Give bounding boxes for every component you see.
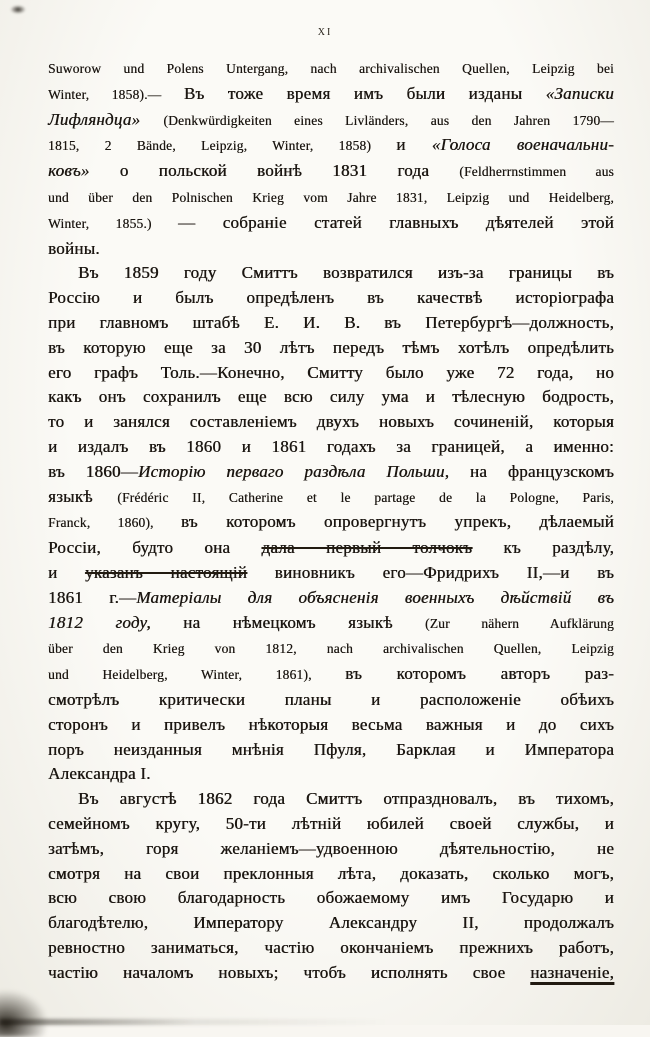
text-segment-normal: смотрѣлъ критически планы и расположеніе обѣихъ: [48, 689, 614, 709]
text-segment-latin: über den Krieg von 1812, nach archivalischen Quellen, Leipzig: [48, 641, 614, 657]
text-segment-strike: дала первый толчокъ: [261, 538, 473, 558]
text-segment-latin: Franck, 1860),: [48, 515, 181, 531]
text-line: [48, 536, 614, 561]
text-line: [48, 510, 614, 536]
text-segment-latin: Winter, 1855.): [48, 215, 179, 231]
text-segment-latin: Winter, 1858).—: [48, 86, 184, 102]
text-segment-italic: Исторію перваго раздѣла Польши,: [137, 461, 470, 481]
text-segment-normal: затѣмъ, горя желаніемъ—удвоенною дѣятельностію, не: [48, 838, 614, 858]
text-line: [48, 862, 614, 887]
text-line: [48, 688, 614, 713]
text-line: [48, 159, 614, 185]
text-segment-normal: при главномъ штабѣ Е. И. В. въ Петербургѣ—должность,: [48, 312, 614, 332]
text-line: [48, 56, 614, 82]
text-line: [48, 460, 614, 485]
text-segment-normal: въ которомъ авторъ раз-: [345, 664, 614, 684]
text-segment-normal: и: [396, 135, 432, 155]
text-segment-normal: въ которомъ опровергнутъ упрекъ, дѣлаемый: [180, 512, 615, 532]
text-line: [48, 911, 614, 936]
text-segment-latin: (Denkwürdigkeiten eines Livländers, aus den Jahren 1790—: [163, 112, 615, 128]
text-segment-latin: und Heidelberg, Winter, 1861),: [48, 667, 346, 683]
text-segment-italic: Лифляндца»: [48, 109, 164, 129]
text-segment-normal: въ которую еще за 30 лѣтъ передъ тѣмъ хотѣлъ опредѣлить: [48, 337, 614, 357]
text-line: [48, 787, 614, 812]
text-line: [48, 561, 614, 586]
text-line: [48, 611, 614, 637]
text-segment-latin: (Feldherrnstimmen aus: [459, 164, 614, 180]
text-line: [48, 662, 614, 688]
text-segment-latin: und über den Polnischen Krieg vom Jahre 1831, Leipzig und Heidelberg,: [48, 189, 614, 205]
text-segment-normal: въ 1860—: [48, 461, 138, 481]
text-segment-normal: Россію и былъ опредѣленъ въ качествѣ исторіографа: [48, 288, 614, 308]
text-line: [48, 385, 614, 410]
text-segment-latin: (Zur nähern Aufklärung: [425, 615, 615, 631]
text-line: [48, 361, 614, 386]
text-line: [48, 82, 614, 108]
text-line: [48, 713, 614, 738]
text-line: [48, 936, 614, 961]
text-block: [48, 56, 614, 985]
page-number: xi: [317, 24, 333, 39]
text-line: [48, 435, 614, 460]
text-line: [48, 185, 614, 211]
text-segment-normal: войны.: [48, 238, 100, 258]
scan-artifact-bottom-left: [0, 985, 54, 1037]
text-segment-normal: Александра I.: [48, 764, 151, 784]
text-segment-normal: Россіи, будто она: [48, 538, 262, 558]
text-line: [48, 211, 614, 237]
text-line: [48, 261, 614, 286]
text-line: [48, 738, 614, 763]
text-line: [48, 837, 614, 862]
text-segment-normal: сторонъ и привелъ нѣкоторыя весьма важныя и до сихъ: [48, 714, 614, 734]
text-line: [48, 133, 614, 159]
text-segment-latin: 1815, 2 Bände, Leipzig, Winter, 1858): [48, 138, 397, 154]
text-segment-normal: Въ 1859 году Смиттъ возвратился изъ-за границы въ: [78, 263, 614, 283]
text-segment-normal: и издалъ въ 1860 и 1861 годахъ за границей, а именно:: [48, 436, 614, 456]
text-segment-italic: Матеріалы для объясненія военныхъ дѣйствій въ: [136, 587, 614, 607]
text-segment-normal: къ раздѣлу,: [472, 538, 614, 558]
text-line: [48, 410, 614, 435]
text-line: [48, 586, 614, 611]
text-segment-latin: Suworow und Polens Untergang, nach archivalischen Quellen, Leipzig bei: [48, 61, 614, 76]
text-segment-normal: какъ онъ сохранилъ еще всю силу ума и тѣлесную бодрость,: [48, 387, 614, 407]
text-segment-normal: Въ августѣ 1862 года Смиттъ отпраздновалъ, въ тихомъ,: [78, 789, 614, 809]
text-segment-normal: то и занялся составленіемъ двухъ новыхъ сочиненій, которыя: [48, 412, 614, 432]
text-segment-latin: (Frédéric II, Catherine et le partage de la Pologne, Paris,: [117, 489, 614, 505]
text-line: [48, 762, 614, 787]
text-line: [48, 108, 614, 134]
text-line: [48, 237, 614, 262]
text-segment-normal: семейномъ кругу, 50-ти лѣтній юбилей своей службы, и: [48, 813, 614, 833]
text-segment-normal: и: [48, 562, 85, 582]
text-line: [48, 961, 614, 986]
text-segment-normal: языкѣ: [48, 486, 118, 506]
text-segment-italic: «Записки: [545, 83, 614, 103]
text-segment-normal: его графъ Толь.—Конечно, Смитту было уже 72 года, но: [48, 362, 614, 382]
text-line: [48, 286, 614, 311]
text-segment-italic: «Голоса военачальни-: [431, 135, 614, 155]
scan-artifact-bottom-edge: [0, 1019, 650, 1025]
text-line: [48, 636, 614, 662]
text-line: [48, 311, 614, 336]
text-line: [48, 485, 614, 511]
text-segment-underline: назначеніе,: [530, 962, 614, 982]
text-segment-normal: виновникъ его—Фридрихъ II,—и въ: [247, 562, 614, 582]
text-line: [48, 886, 614, 911]
text-segment-normal: ревностно заниматься, частію окончаніемъ прежнихъ работъ,: [48, 937, 614, 957]
text-segment-normal: Въ тоже время имъ были изданы: [183, 83, 546, 103]
text-segment-normal: 1861 г.—: [48, 587, 137, 607]
text-segment-normal: — собраніе статей главныхъ дѣятелей этой: [178, 212, 614, 232]
text-segment-strike: указанъ настоящій: [84, 562, 248, 582]
text-line: [48, 812, 614, 837]
text-segment-normal: всю свою благодарность обожаемому имъ Государю и: [48, 888, 614, 908]
text-segment-italic: ковъ»: [48, 161, 120, 181]
text-segment-italic: 1812 году,: [48, 612, 184, 632]
text-segment-normal: частію началомъ новыхъ; чтобъ исполнять свое: [48, 962, 531, 982]
text-segment-normal: о польской войнѣ 1831 года: [119, 161, 460, 181]
text-line: [48, 336, 614, 361]
text-segment-normal: смотря на свои преклонныя лѣта, доказать, сколько могъ,: [48, 863, 614, 883]
text-segment-normal: на нѣмецкомъ языкѣ: [183, 612, 426, 632]
text-segment-normal: на французскомъ: [469, 461, 614, 481]
text-segment-normal: благодѣтелю, Императору Александру II, продолжалъ: [48, 913, 614, 933]
text-segment-normal: поръ неизданныя мнѣнія Пфуля, Барклая и Императора: [48, 739, 614, 759]
